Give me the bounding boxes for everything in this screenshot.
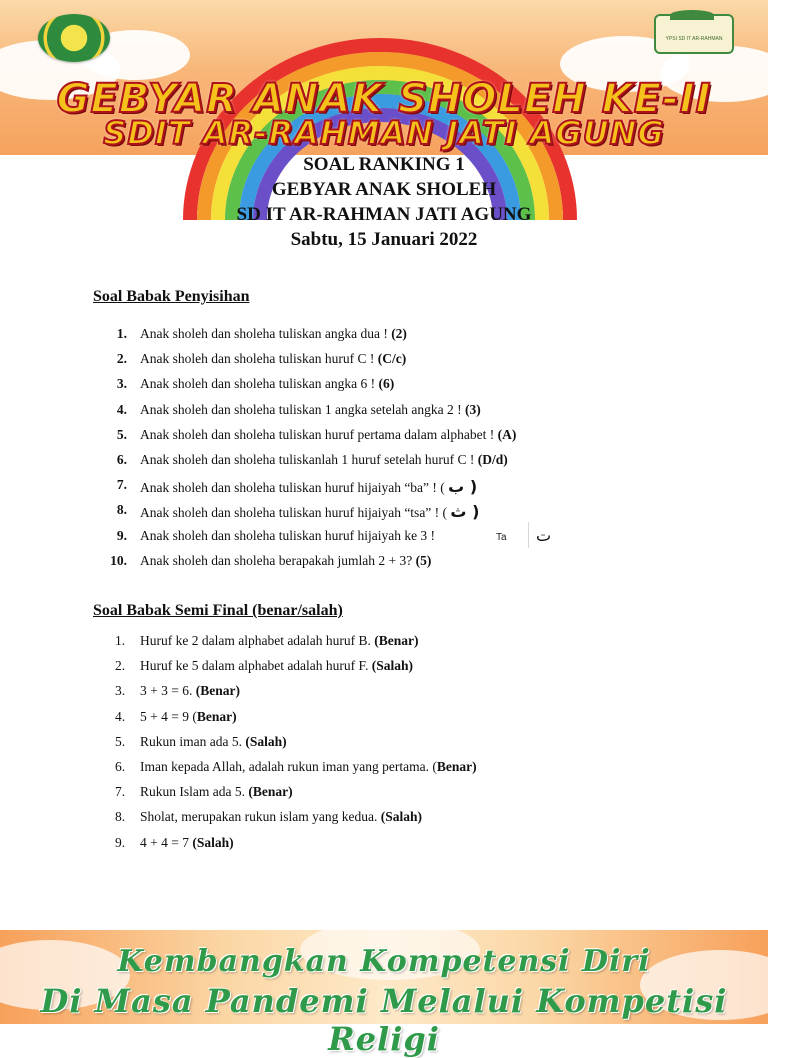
list-item	[0, 402, 768, 427]
item-text	[140, 784, 293, 800]
item-text	[140, 528, 435, 544]
question-text: Anak sholeh dan sholeha tuliskan 1 angka setelah angka 2 !	[140, 401, 466, 417]
item-number: 9.	[115, 834, 126, 850]
item-text	[140, 427, 516, 443]
item-text	[140, 452, 508, 468]
answer-text: (5)	[415, 552, 432, 568]
item-number: 2.	[115, 658, 126, 674]
section-title-penyisihan: Soal Babak Penyisihan	[93, 288, 250, 305]
list-item	[0, 835, 768, 860]
answer-text: (Benar)	[374, 633, 419, 648]
list-item	[0, 734, 768, 759]
ta-arabic-letter: ت	[536, 525, 552, 545]
question-text: Anak sholeh dan sholeha tuliskanlah 1 huruf setelah huruf C !	[140, 451, 478, 467]
item-text	[140, 477, 477, 496]
answer-text: (Salah)	[192, 834, 234, 850]
item-text	[140, 835, 234, 851]
slogan-line-1: Kembangkan Kompetensi Diri	[117, 944, 651, 979]
list-item	[0, 452, 768, 477]
question-list-semifinal	[0, 633, 768, 860]
answer-arabic-letter: ث )	[450, 502, 480, 522]
item-text	[140, 658, 413, 674]
item-text	[140, 553, 431, 569]
question-text: 3 + 3 = 6.	[140, 683, 196, 699]
item-text	[140, 709, 237, 725]
answer-text: (D/d)	[477, 451, 508, 467]
footer-banner	[0, 930, 768, 1058]
answer-text: (Benar)	[248, 784, 293, 800]
logo-caption: YPSI SD IT AR-RAHMAN	[665, 36, 723, 42]
question-list-penyisihan	[0, 326, 768, 578]
slogan-line-2: Di Masa Pandemi Melalui Kompetisi Religi	[40, 982, 728, 1058]
list-item	[0, 809, 768, 834]
list-item	[0, 427, 768, 452]
question-text: Rukun iman ada 5.	[140, 733, 246, 749]
list-item	[0, 376, 768, 401]
item-number: 5.	[115, 733, 126, 749]
list-item	[0, 525, 768, 553]
list-item	[0, 553, 768, 578]
item-number: 7.	[115, 784, 126, 800]
item-text	[140, 402, 481, 418]
answer-text: (C/c)	[377, 351, 407, 367]
answer-text: (Benar)	[195, 683, 240, 699]
question-text: Anak sholeh dan sholeha tuliskan huruf hijaiyah “tsa” ! (	[140, 505, 451, 521]
item-number: 4.	[115, 708, 126, 724]
answer-text: (Salah)	[371, 658, 413, 674]
question-text: 4 + 4 = 7	[140, 834, 193, 850]
answer-arabic-letter: ب )	[448, 477, 478, 497]
question-text: 5 + 4 = 9 (	[140, 708, 197, 724]
item-text	[140, 633, 419, 649]
item-number: 3.	[115, 683, 126, 699]
banner-subtitle: SDIT AR-RAHMAN JATI AGUNG	[103, 114, 665, 152]
section-title-semifinal: Soal Babak Semi Final (benar/salah)	[93, 602, 343, 619]
question-text: Anak sholeh dan sholeha tuliskan huruf C !	[140, 351, 378, 367]
list-item	[0, 326, 768, 351]
item-number: 3.	[116, 376, 127, 392]
header-banner	[0, 0, 768, 155]
item-number: 6.	[115, 758, 126, 774]
item-text	[140, 502, 479, 521]
item-number: 6.	[116, 451, 127, 467]
list-item	[0, 633, 768, 658]
answer-text: Benar)	[196, 708, 237, 724]
item-number: 1.	[116, 326, 127, 341]
item-number: 4.	[116, 401, 127, 417]
item-number: 2.	[116, 351, 127, 367]
answer-text: (6)	[378, 376, 395, 392]
item-text	[140, 734, 287, 750]
item-number: 10.	[110, 552, 127, 568]
heading-date: Sabtu, 15 Januari 2022	[290, 229, 478, 250]
answer-text: (2)	[391, 326, 407, 341]
item-number: 8.	[116, 502, 127, 518]
item-number: 1.	[115, 633, 126, 648]
item-text	[140, 376, 394, 392]
list-item	[0, 759, 768, 784]
question-text: Anak sholeh dan sholeha tuliskan huruf hijaiyah “ba” ! (	[140, 480, 449, 496]
question-text: Rukun Islam ada 5.	[140, 784, 249, 800]
item-text	[140, 326, 407, 342]
ta-label: Ta	[496, 531, 507, 543]
divider	[528, 522, 529, 548]
item-text	[140, 759, 477, 775]
answer-text: (Salah)	[380, 809, 422, 825]
heading-line: GEBYAR ANAK SHOLEH	[271, 179, 497, 200]
item-text	[140, 683, 240, 699]
document-heading	[0, 152, 768, 252]
list-item	[0, 351, 768, 376]
list-item	[0, 709, 768, 734]
question-text: Iman kepada Allah, adalah rukun iman yang pertama. (	[140, 758, 437, 774]
list-item	[0, 477, 768, 502]
logo-dome-shape	[670, 10, 714, 20]
item-text	[140, 809, 422, 825]
question-text: Anak sholeh dan sholeha tuliskan huruf pertama dalam alphabet !	[140, 426, 498, 442]
item-text	[140, 351, 406, 367]
school-emblem-logo	[38, 14, 110, 62]
item-number: 7.	[116, 477, 127, 493]
answer-text: (Salah)	[245, 733, 287, 749]
list-item	[0, 658, 768, 683]
question-text: Anak sholeh dan sholeha tuliskan angka dua !	[140, 326, 392, 341]
list-item	[0, 502, 768, 527]
heading-line: SOAL RANKING 1	[303, 154, 465, 175]
question-text: Anak sholeh dan sholeha berapakah jumlah 2 + 3?	[140, 552, 416, 568]
answer-text: (3)	[465, 401, 481, 417]
answer-text: Benar)	[436, 758, 477, 774]
question-text: Sholat, merupakan rukun islam yang kedua.	[140, 809, 381, 825]
foundation-logo	[654, 14, 734, 54]
item-number: 9.	[116, 527, 127, 543]
item-number: 8.	[115, 809, 126, 825]
question-text: Anak sholeh dan sholeha tuliskan huruf hijaiyah ke 3 !	[140, 527, 436, 543]
answer-text: (A)	[497, 426, 517, 442]
banner-title: GEBYAR ANAK SHOLEH KE-II	[56, 76, 712, 122]
list-item	[0, 683, 768, 708]
item-number: 5.	[116, 426, 127, 442]
question-text: Huruf ke 5 dalam alphabet adalah huruf F.	[140, 658, 372, 674]
heading-line: SD IT AR-RAHMAN JATI AGUNG	[236, 204, 532, 225]
question-text: Huruf ke 2 dalam alphabet adalah huruf B.	[140, 633, 375, 648]
question-text: Anak sholeh dan sholeha tuliskan angka 6 !	[140, 376, 379, 392]
list-item	[0, 784, 768, 809]
